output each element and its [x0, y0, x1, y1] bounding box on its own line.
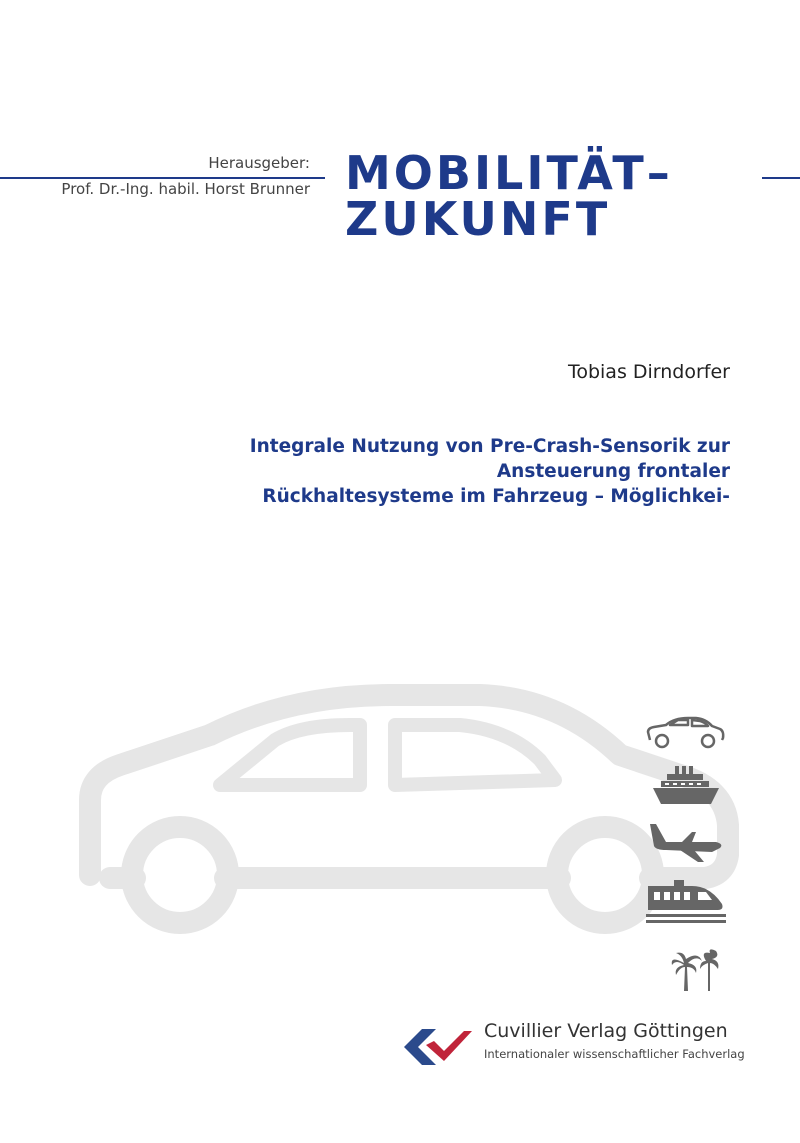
series-title: [345, 146, 673, 246]
series-title-line2: ZUKUNFT: [345, 192, 611, 246]
editor-name: Prof. Dr.-Ing. habil. Horst Brunner: [61, 180, 310, 198]
publisher-logo-icon: [404, 1023, 474, 1071]
header-rule-left: [0, 177, 325, 179]
car-icon: [644, 716, 726, 750]
publisher-name: Cuvillier Verlag Göttingen: [484, 1020, 728, 1042]
book-title: [90, 434, 730, 509]
header-rule-right: [762, 177, 800, 179]
train-icon: [644, 880, 728, 924]
publisher-subtitle: Internationaler wissenschaftlicher Fachverlag: [484, 1047, 745, 1061]
book-title-line3: Rückhaltesysteme im Fahrzeug – Möglichkei-: [262, 486, 730, 507]
book-title-line1: Integrale Nutzung von Pre-Crash-Sensorik zur: [249, 436, 730, 457]
editor-label: Herausgeber:: [208, 154, 310, 172]
ship-icon: [651, 764, 721, 806]
airplane-icon: [646, 820, 726, 862]
series-title-line1: MOBILITÄT–: [345, 146, 673, 200]
book-title-line2: Ansteuerung frontaler: [496, 461, 730, 482]
author-name: Tobias Dirndorfer: [567, 361, 730, 383]
palm-tree-icon: [666, 945, 722, 993]
